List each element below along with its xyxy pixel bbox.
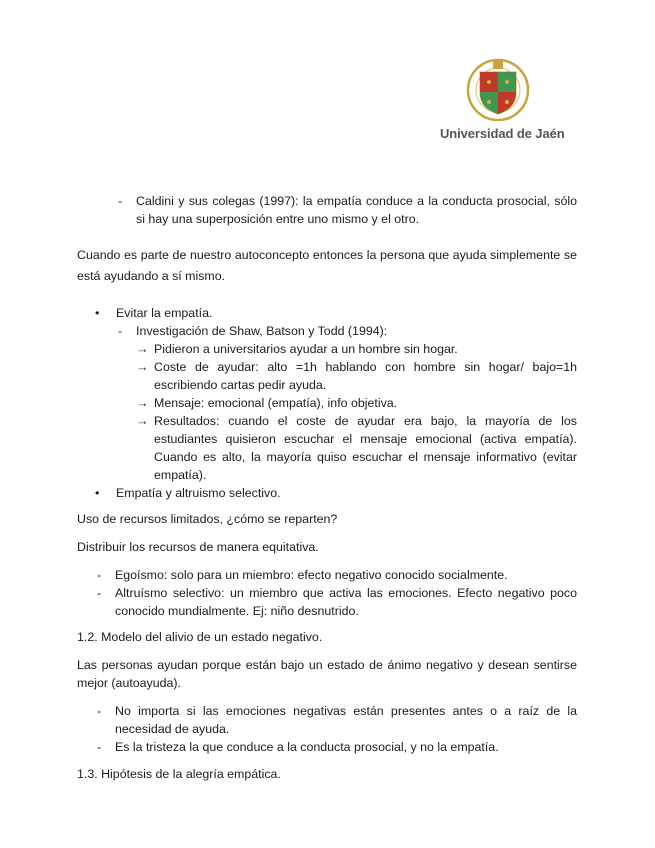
bullet-item: • Empatía y altruismo selectivo.: [95, 486, 281, 500]
section-heading: 1.3. Hipótesis de la alegría empática.: [77, 767, 281, 781]
list-item: - Investigación de Shaw, Batson y Todd (1994):: [118, 324, 388, 338]
list-item: - No importa si las emociones negativas están presentes antes o a raíz de la necesidad de ayuda.: [97, 704, 577, 736]
arrow-item: → Pidieron a universitarios ayudar a un hombre sin hogar.: [136, 342, 458, 356]
list-item: - Es la tristeza la que conduce a la conducta prosocial, y no la empatía.: [97, 740, 499, 754]
university-logo: [440, 58, 565, 141]
arrow-item: → Resultados: cuando el coste de ayudar era bajo, la mayoría de los estudiantes quisieron escuchar el mensaje emocional (activa empatía). Cuando es alto, la mayoría quiso escuchar el mensaje informativo (evitar empatía).: [136, 414, 577, 482]
paragraph: Distribuir los recursos de manera equitativa.: [77, 540, 319, 554]
university-name: Universidad de Jaén: [440, 126, 565, 141]
list-item: - Altruísmo selectivo: un miembro que activa las emociones. Efecto negativo poco conocido mundialmente. Ej: niño desnutrido.: [97, 586, 577, 618]
arrow-item: → Mensaje: emocional (empatía), info objetiva.: [136, 396, 398, 410]
paragraph: Uso de recursos limitados, ¿cómo se reparten?: [77, 512, 338, 526]
section-heading: 1.2. Modelo del alivio de un estado negativo.: [77, 630, 323, 644]
university-seal-icon: [466, 58, 530, 122]
bullet-item: • Evitar la empatía.: [95, 306, 213, 320]
arrow-item: → Coste de ayudar: alto =1h hablando con hombre sin hogar/ bajo=1h escribiendo cartas pedir ayuda.: [136, 360, 577, 392]
document-body: [77, 192, 577, 783]
list-item: - Egoísmo: solo para un miembro: efecto negativo conocido socialmente.: [97, 568, 508, 582]
paragraph: Cuando es parte de nuestro autoconcepto entonces la persona que ayuda simplemente se está ayudando a sí mismo.: [77, 248, 577, 283]
list-item: - Caldini y sus colegas (1997): la empatía conduce a la conducta prosocial, sólo si hay una superposición entre uno mismo y el otro.: [118, 194, 577, 226]
paragraph: Las personas ayudan porque están bajo un estado de ánimo negativo y desean sentirse mejor (autoayuda).: [77, 658, 577, 690]
